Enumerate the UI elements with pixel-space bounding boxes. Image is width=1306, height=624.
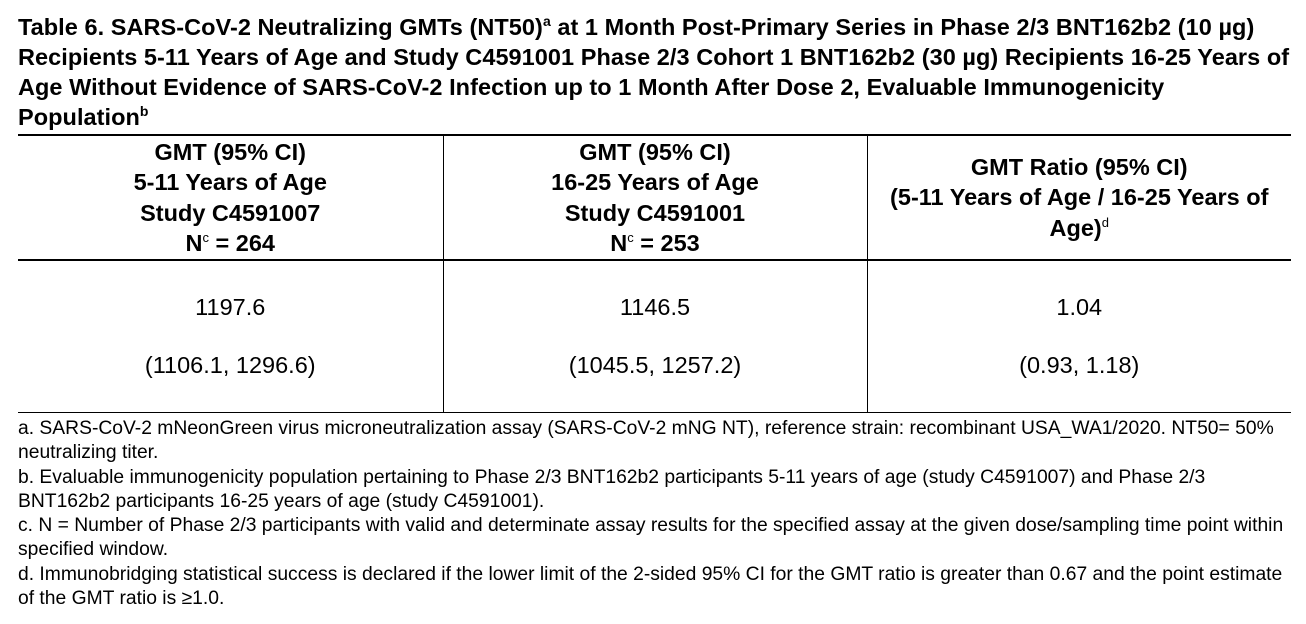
confidence-interval: (0.93, 1.18) [1019, 352, 1140, 378]
header-line: GMT (95% CI) [154, 138, 306, 165]
header-line [868, 182, 1292, 243]
footnotes [18, 417, 1291, 611]
header-line: GMT (95% CI) [579, 138, 731, 165]
header-line: Study C4591001 [564, 199, 746, 226]
header-line: 5-11 Years of Age [133, 169, 327, 195]
footnote-ref-a: a [542, 13, 551, 29]
footnote-c: c. N = Number of Phase 2/3 participants with valid and determinate assay results for the specified assay at the given dose/sampling time point within specified window. [18, 515, 1284, 561]
table-cell [18, 260, 443, 413]
ratio-description: (5-11 Years of Age / 16-25 Years of Age) [890, 184, 1269, 241]
n-label: N [610, 230, 628, 256]
footnote-a: a. SARS-CoV-2 mNeonGreen virus microneutralization assay (SARS-CoV-2 mNG NT), reference strain: recombinant USA_WA1/2020. NT50= 50% neutralizing titer. [18, 418, 1274, 464]
header-line: Study C4591007 [140, 199, 321, 226]
confidence-interval: (1106.1, 1296.6) [144, 352, 316, 378]
table-header-row [18, 135, 1291, 260]
n-value: = 264 [208, 230, 275, 256]
table-cell [443, 260, 867, 413]
n-value: = 253 [633, 230, 700, 256]
table-cell [867, 260, 1291, 413]
gmt-value: 1146.5 [619, 294, 691, 320]
gmt-value: 1197.6 [195, 294, 266, 320]
table-row [18, 260, 1291, 413]
footnote-ref-c: c [202, 230, 209, 245]
gmt-ratio-value: 1.04 [1056, 294, 1103, 320]
gmt-table [18, 134, 1291, 413]
header-16-25-years [443, 135, 867, 260]
footnote-b: b. Evaluable immunogenicity population pertaining to Phase 2/3 BNT162b2 participants 5-11 years of age (study C4591007) and Phase 2/3 BNT162b2 participants 16-25 years of age (study C4591001). [18, 466, 1206, 512]
table-title-text: Table 6. SARS-CoV-2 Neutralizing GMTs (NT50) [18, 14, 543, 40]
header-line: GMT Ratio (95% CI) [970, 153, 1188, 180]
table-title-rest: at 1 Month Post-Primary Series in Phase 2/3 BNT162b2 (10 µg) Recipients 5-11 Years of Age and Study C4591001 Phase 2/3 Cohort 1 BNT162b2 (30 µg) Recipients 16-25 Years of Age Without Evidence of SARS-CoV-2 Infection up to 1 Month After Dose 2, Evaluable Immunogenicity Population [18, 14, 1290, 130]
header-line: 16-25 Years of Age [551, 169, 759, 195]
header-gmt-ratio [867, 135, 1291, 260]
confidence-interval: (1045.5, 1257.2) [568, 352, 742, 378]
footnote-d: d. Immunobridging statistical success is declared if the lower limit of the 2-sided 95% CI for the GMT ratio is greater than 0.67 and the point estimate of the GMT ratio is ≥1.0. [18, 563, 1283, 610]
footnote-ref-d: d [1101, 214, 1109, 230]
footnote-ref-c: c [627, 230, 634, 245]
footnote-ref-b: b [139, 103, 149, 119]
header-n-count [18, 228, 443, 259]
header-n-count [444, 228, 867, 259]
table-title [18, 12, 1291, 132]
header-5-11-years [18, 135, 443, 260]
n-label: N [185, 230, 203, 256]
document [18, 12, 1291, 611]
